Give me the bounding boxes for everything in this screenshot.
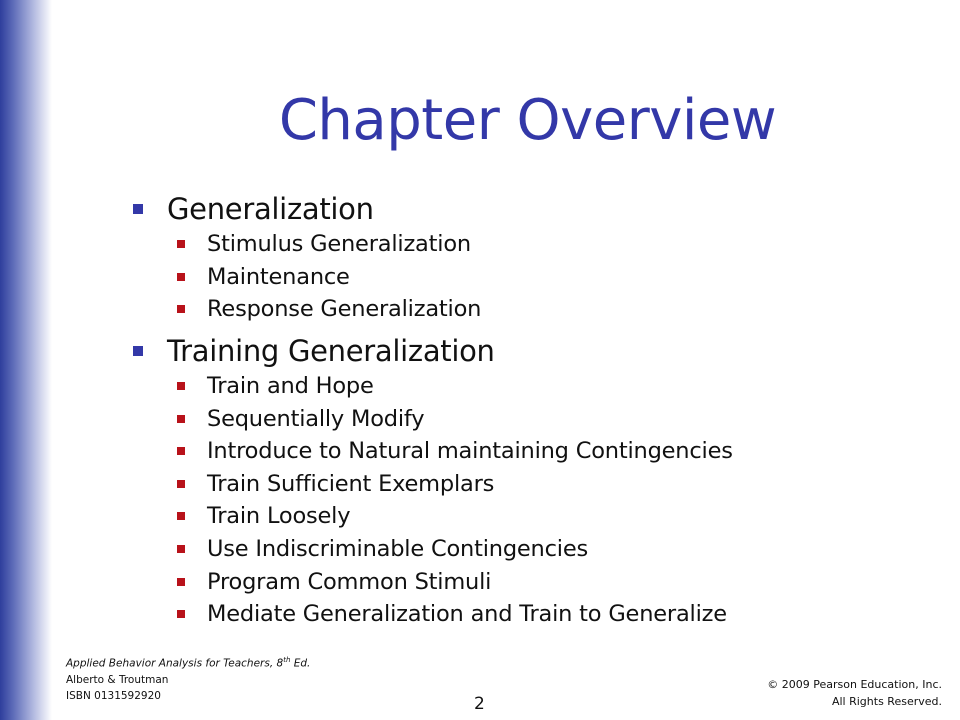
- list-item: Introduce to Natural maintaining Contingencies: [133, 435, 933, 468]
- rights-text: All Rights Reserved.: [831, 695, 942, 708]
- list-item: Program Common Stimuli: [133, 565, 933, 598]
- bullet-square-icon: [177, 240, 185, 248]
- bullet-square-icon: [177, 512, 185, 520]
- bullet-square-icon: [177, 447, 185, 455]
- list-item: Sequentially Modify: [133, 402, 933, 435]
- list-item: Stimulus Generalization: [133, 228, 933, 261]
- copyright-text: © 2009 Pearson Education, Inc.: [767, 678, 942, 691]
- footer-citation: [66, 652, 310, 704]
- bullet-square-icon: [133, 204, 143, 214]
- bullet-square-icon: [177, 305, 185, 313]
- list-item: Response Generalization: [133, 293, 933, 326]
- bullet-square-icon: [133, 346, 143, 356]
- list-item: Train Loosely: [133, 500, 933, 533]
- footer-copyright: [767, 676, 942, 710]
- slide-title: Chapter Overview: [278, 88, 777, 153]
- bullet-square-icon: [177, 273, 185, 281]
- list-item: Use Indiscriminable Contingencies: [133, 533, 933, 566]
- list-item: Train and Hope: [133, 370, 933, 403]
- section-heading: Training Generalization: [133, 332, 933, 370]
- book-title: Applied Behavior Analysis for Teachers, 8th Ed.: [66, 656, 311, 670]
- list-item: Maintenance: [133, 261, 933, 294]
- list-item: Mediate Generalization and Train to Generalize: [133, 598, 933, 631]
- section-heading: Generalization: [133, 190, 933, 228]
- bullet-square-icon: [177, 578, 185, 586]
- bullet-square-icon: [177, 382, 185, 390]
- bullet-list: [133, 190, 933, 631]
- page-number: 2: [474, 694, 485, 714]
- bullet-square-icon: [177, 415, 185, 423]
- bullet-square-icon: [177, 545, 185, 553]
- isbn: ISBN 0131592920: [66, 689, 161, 702]
- list-item: Train Sufficient Exemplars: [133, 468, 933, 501]
- authors: Alberto & Troutman: [66, 673, 169, 686]
- bullet-square-icon: [177, 610, 185, 618]
- bullet-square-icon: [177, 480, 185, 488]
